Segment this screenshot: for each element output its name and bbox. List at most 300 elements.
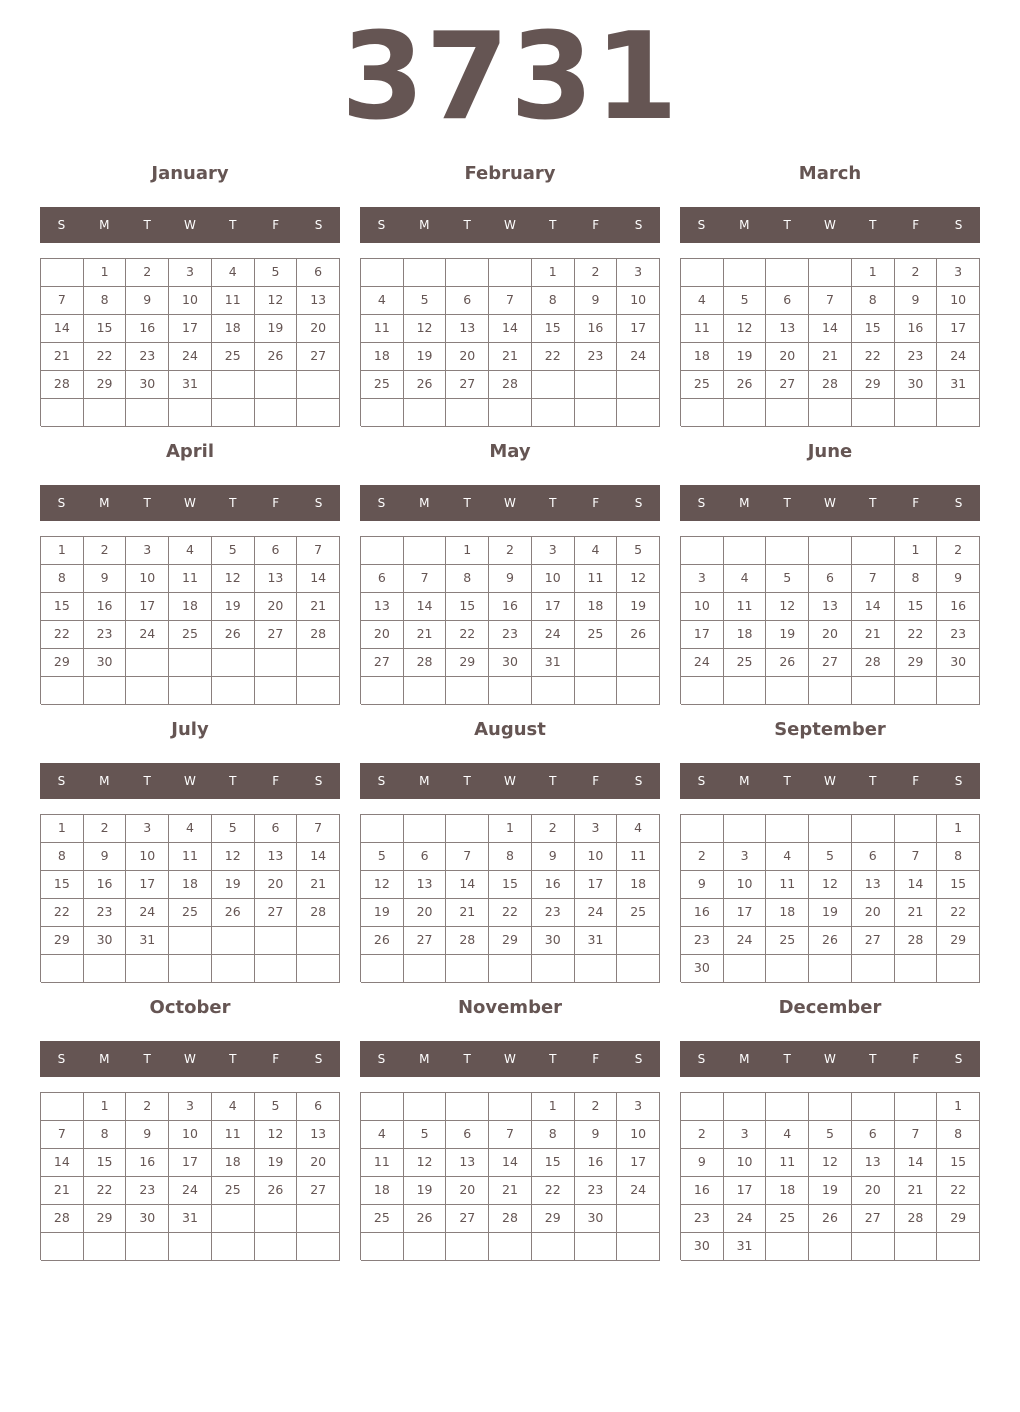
day-cell: 20 [852,1177,895,1205]
day-cell: 24 [724,1205,767,1233]
day-cell: 21 [297,593,340,621]
empty-day-cell [489,1233,532,1261]
weekday-label: S [377,1052,386,1066]
weekday-label: S [314,218,323,232]
empty-day-cell [489,677,532,705]
empty-day-cell [852,399,895,427]
day-cell: 15 [489,871,532,899]
empty-day-cell [297,677,340,705]
day-cell: 31 [169,1205,212,1233]
day-cell: 22 [895,621,938,649]
empty-day-cell [255,399,298,427]
empty-day-cell [617,399,660,427]
empty-day-cell [617,371,660,399]
weekday-label: S [954,1052,963,1066]
empty-day-cell [617,1233,660,1261]
month-may [360,428,660,706]
day-cell: 17 [532,593,575,621]
day-cell: 16 [895,315,938,343]
day-cell: 7 [895,1121,938,1149]
day-cell: 5 [809,843,852,871]
empty-day-cell [297,371,340,399]
day-cell: 3 [169,259,212,287]
weekday-label: F [912,496,920,510]
day-cell: 12 [724,315,767,343]
day-cell: 13 [404,871,447,899]
day-cell: 25 [169,899,212,927]
day-cell: 1 [446,537,489,565]
empty-day-cell [41,677,84,705]
day-cell: 24 [617,343,660,371]
day-cell: 7 [297,815,340,843]
day-cell: 7 [297,537,340,565]
weekday-label: S [954,774,963,788]
day-cell: 8 [852,287,895,315]
day-cell: 18 [212,1149,255,1177]
day-cell: 15 [852,315,895,343]
day-cell: 18 [361,343,404,371]
day-cell: 2 [575,1093,618,1121]
empty-day-cell [852,677,895,705]
weekday-label: T [463,1052,471,1066]
day-cell: 4 [169,815,212,843]
weekday-label: W [824,218,836,232]
day-cell: 11 [169,843,212,871]
empty-day-cell [297,649,340,677]
day-cell: 12 [809,871,852,899]
day-cell: 23 [489,621,532,649]
day-cell: 29 [489,927,532,955]
day-grid [40,536,340,704]
day-cell: 21 [489,1177,532,1205]
day-cell: 2 [895,259,938,287]
weekday-label: S [57,1052,66,1066]
day-cell: 6 [255,537,298,565]
day-cell: 22 [937,1177,980,1205]
day-cell: 30 [84,927,127,955]
month-november [360,984,660,1262]
empty-day-cell [446,1093,489,1121]
day-cell: 24 [532,621,575,649]
day-cell: 14 [446,871,489,899]
day-cell: 17 [724,899,767,927]
day-cell: 28 [852,649,895,677]
empty-day-cell [532,399,575,427]
weekday-label: S [634,496,643,510]
day-cell: 30 [937,649,980,677]
weekday-label: S [57,774,66,788]
day-cell: 29 [937,927,980,955]
weekday-label: M [99,774,110,788]
day-cell: 6 [809,565,852,593]
day-cell: 8 [84,1121,127,1149]
empty-day-cell [126,399,169,427]
day-cell: 8 [41,565,84,593]
day-cell: 28 [41,1205,84,1233]
empty-day-cell [575,649,618,677]
day-cell: 22 [489,899,532,927]
day-cell: 19 [255,315,298,343]
empty-day-cell [532,371,575,399]
day-cell: 7 [446,843,489,871]
day-cell: 21 [446,899,489,927]
day-cell: 5 [724,287,767,315]
day-cell: 8 [446,565,489,593]
empty-day-cell [532,677,575,705]
day-grid [360,258,660,426]
empty-day-cell [361,259,404,287]
empty-day-cell [169,399,212,427]
day-cell: 23 [84,621,127,649]
weekday-label: S [634,1052,643,1066]
day-cell: 1 [84,1093,127,1121]
day-cell: 5 [255,1093,298,1121]
day-cell: 31 [126,927,169,955]
empty-day-cell [404,1093,447,1121]
day-cell: 16 [126,315,169,343]
empty-day-cell [255,649,298,677]
day-cell: 17 [937,315,980,343]
day-cell: 22 [446,621,489,649]
day-cell: 6 [446,287,489,315]
day-cell: 5 [809,1121,852,1149]
day-cell: 17 [169,1149,212,1177]
day-cell: 26 [809,927,852,955]
day-cell: 6 [361,565,404,593]
month-january [40,150,340,428]
day-cell: 25 [212,343,255,371]
empty-day-cell [126,649,169,677]
day-cell: 23 [126,1177,169,1205]
day-cell: 12 [212,843,255,871]
month-december [680,984,980,1262]
empty-day-cell [446,259,489,287]
empty-day-cell [617,1205,660,1233]
weekday-label: S [314,1052,323,1066]
day-cell: 18 [169,871,212,899]
day-cell: 6 [852,1121,895,1149]
empty-day-cell [852,1093,895,1121]
weekday-label: S [697,1052,706,1066]
empty-day-cell [724,1093,767,1121]
empty-day-cell [766,399,809,427]
month-name: July [171,719,209,740]
empty-day-cell [617,927,660,955]
day-cell: 1 [41,815,84,843]
day-cell: 14 [809,315,852,343]
month-february [360,150,660,428]
day-cell: 3 [724,1121,767,1149]
day-cell: 11 [361,315,404,343]
empty-day-cell [126,955,169,983]
month-october [40,984,340,1262]
weekday-header [40,1041,340,1077]
day-cell: 28 [895,927,938,955]
weekday-label: S [697,218,706,232]
empty-day-cell [937,1233,980,1261]
day-cell: 3 [681,565,724,593]
day-cell: 27 [446,1205,489,1233]
empty-day-cell [489,259,532,287]
month-name: January [151,163,229,184]
day-cell: 11 [724,593,767,621]
day-cell: 6 [297,1093,340,1121]
day-cell: 7 [489,1121,532,1149]
weekday-label: T [229,496,237,510]
empty-day-cell [489,1093,532,1121]
day-cell: 3 [169,1093,212,1121]
weekday-label: M [99,218,110,232]
day-cell: 9 [532,843,575,871]
weekday-header [680,485,980,521]
weekday-label: T [869,774,877,788]
weekday-label: T [869,1052,877,1066]
empty-day-cell [255,371,298,399]
empty-day-cell [809,1093,852,1121]
day-cell: 14 [297,843,340,871]
day-cell: 20 [446,343,489,371]
day-cell: 2 [937,537,980,565]
empty-day-cell [404,677,447,705]
day-cell: 31 [575,927,618,955]
day-cell: 2 [681,843,724,871]
empty-day-cell [126,1233,169,1261]
weekday-label: T [549,218,557,232]
day-cell: 28 [404,649,447,677]
weekday-label: S [954,218,963,232]
day-cell: 6 [852,843,895,871]
day-cell: 5 [255,259,298,287]
month-july [40,706,340,984]
day-cell: 30 [126,371,169,399]
weekday-label: T [783,218,791,232]
day-cell: 3 [575,815,618,843]
day-cell: 15 [84,1149,127,1177]
day-cell: 11 [169,565,212,593]
day-cell: 9 [126,1121,169,1149]
day-cell: 27 [766,371,809,399]
weekday-label: F [272,774,280,788]
empty-day-cell [766,677,809,705]
day-cell: 20 [852,899,895,927]
empty-day-cell [41,1093,84,1121]
day-cell: 21 [489,343,532,371]
day-cell: 11 [617,843,660,871]
day-cell: 7 [852,565,895,593]
day-cell: 13 [255,565,298,593]
empty-day-cell [84,1233,127,1261]
empty-day-cell [361,537,404,565]
day-cell: 17 [126,593,169,621]
day-cell: 17 [575,871,618,899]
weekday-label: S [57,218,66,232]
day-cell: 20 [297,1149,340,1177]
day-cell: 18 [724,621,767,649]
day-cell: 2 [489,537,532,565]
empty-day-cell [937,677,980,705]
month-name: October [149,997,231,1018]
day-cell: 20 [361,621,404,649]
day-cell: 12 [255,1121,298,1149]
day-cell: 10 [532,565,575,593]
empty-day-cell [681,399,724,427]
day-cell: 17 [617,315,660,343]
day-cell: 26 [404,1205,447,1233]
day-cell: 21 [895,899,938,927]
day-cell: 27 [297,343,340,371]
empty-day-cell [255,927,298,955]
day-cell: 20 [404,899,447,927]
weekday-label: M [739,1052,750,1066]
day-cell: 24 [681,649,724,677]
empty-day-cell [681,815,724,843]
empty-day-cell [575,1233,618,1261]
day-cell: 9 [681,871,724,899]
day-cell: 22 [41,899,84,927]
empty-day-cell [297,399,340,427]
day-cell: 26 [617,621,660,649]
weekday-label: W [824,774,836,788]
day-cell: 25 [169,621,212,649]
empty-day-cell [212,1205,255,1233]
day-cell: 22 [532,1177,575,1205]
day-cell: 24 [575,899,618,927]
empty-day-cell [809,677,852,705]
day-cell: 23 [532,899,575,927]
weekday-header [360,763,660,799]
day-cell: 5 [404,1121,447,1149]
empty-day-cell [297,955,340,983]
weekday-label: T [463,496,471,510]
empty-day-cell [575,371,618,399]
weekday-header [40,485,340,521]
day-cell: 21 [895,1177,938,1205]
day-cell: 10 [617,1121,660,1149]
day-cell: 18 [766,1177,809,1205]
day-cell: 25 [681,371,724,399]
day-cell: 24 [126,621,169,649]
empty-day-cell [84,399,127,427]
day-cell: 24 [126,899,169,927]
day-grid [680,814,980,982]
weekday-label: S [314,774,323,788]
day-cell: 14 [489,315,532,343]
empty-day-cell [489,399,532,427]
day-cell: 5 [212,815,255,843]
day-cell: 26 [255,343,298,371]
day-cell: 19 [809,1177,852,1205]
day-cell: 19 [404,343,447,371]
empty-day-cell [446,1233,489,1261]
day-cell: 17 [617,1149,660,1177]
day-cell: 11 [766,1149,809,1177]
day-cell: 7 [489,287,532,315]
day-cell: 12 [361,871,404,899]
day-grid [680,1092,980,1260]
day-cell: 13 [809,593,852,621]
day-cell: 20 [446,1177,489,1205]
month-april [40,428,340,706]
month-june [680,428,980,706]
day-cell: 21 [41,343,84,371]
weekday-label: S [314,496,323,510]
day-cell: 23 [126,343,169,371]
day-cell: 4 [575,537,618,565]
day-cell: 3 [724,843,767,871]
weekday-label: T [143,218,151,232]
day-cell: 15 [41,871,84,899]
day-cell: 4 [766,1121,809,1149]
day-cell: 5 [404,287,447,315]
day-cell: 26 [809,1205,852,1233]
day-cell: 13 [446,315,489,343]
day-cell: 2 [126,1093,169,1121]
day-cell: 12 [617,565,660,593]
day-cell: 13 [255,843,298,871]
weekday-label: F [592,218,600,232]
day-cell: 23 [895,343,938,371]
day-cell: 4 [169,537,212,565]
day-cell: 13 [446,1149,489,1177]
weekday-label: M [739,774,750,788]
day-cell: 29 [84,371,127,399]
empty-day-cell [255,955,298,983]
empty-day-cell [404,259,447,287]
day-cell: 4 [681,287,724,315]
day-cell: 22 [852,343,895,371]
day-cell: 15 [937,1149,980,1177]
weekday-header [680,763,980,799]
day-cell: 31 [532,649,575,677]
day-cell: 3 [126,815,169,843]
day-cell: 25 [575,621,618,649]
day-cell: 13 [852,1149,895,1177]
day-cell: 27 [361,649,404,677]
day-cell: 8 [937,843,980,871]
empty-day-cell [212,677,255,705]
weekday-header [680,207,980,243]
empty-day-cell [766,1093,809,1121]
day-cell: 9 [575,1121,618,1149]
day-cell: 1 [937,1093,980,1121]
empty-day-cell [489,955,532,983]
day-cell: 10 [169,1121,212,1149]
empty-day-cell [895,677,938,705]
empty-day-cell [532,1233,575,1261]
day-cell: 11 [681,315,724,343]
day-cell: 7 [809,287,852,315]
day-cell: 19 [361,899,404,927]
day-cell: 23 [575,1177,618,1205]
day-cell: 1 [84,259,127,287]
day-cell: 11 [361,1149,404,1177]
weekday-label: W [184,774,196,788]
day-cell: 30 [681,1233,724,1261]
day-cell: 4 [361,1121,404,1149]
empty-day-cell [766,955,809,983]
day-cell: 23 [937,621,980,649]
day-cell: 27 [446,371,489,399]
day-cell: 12 [404,1149,447,1177]
day-cell: 26 [766,649,809,677]
day-cell: 2 [681,1121,724,1149]
day-cell: 18 [766,899,809,927]
empty-day-cell [809,399,852,427]
empty-day-cell [404,955,447,983]
day-cell: 18 [617,871,660,899]
weekday-label: M [419,1052,430,1066]
day-cell: 19 [724,343,767,371]
